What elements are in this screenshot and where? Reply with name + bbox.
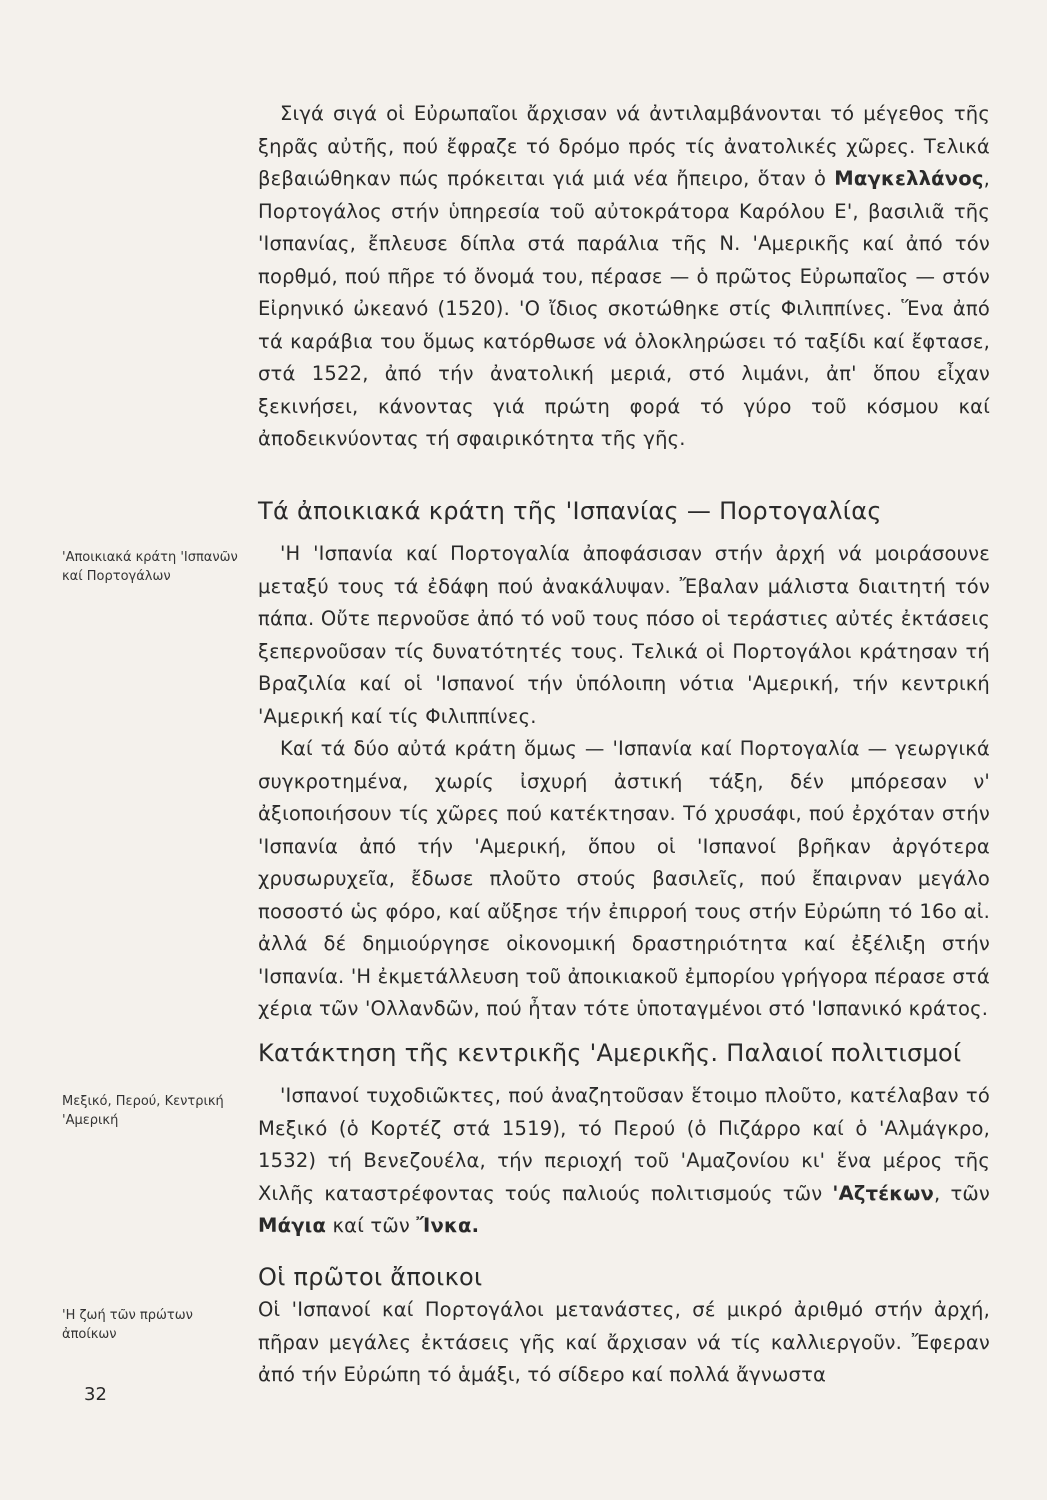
section2-text-c: καί τῶν — [326, 1214, 417, 1237]
section-heading-colonial-states: Τά ἀποικιακά κράτη τῆς 'Ισπανίας — Πορτογαλίας — [258, 497, 882, 525]
section-heading-central-america: Κατάκτηση τῆς κεντρικῆς 'Αμερικῆς. Παλαιοί πολιτισμοί — [258, 1039, 962, 1067]
intro-text-1: Σιγά σιγά οἱ Εὐρωπαῖοι ἄρχισαν νά ἀντιλαμβάνονται τό μέγεθος τῆς ξηρᾶς αὐτῆς, πού ἔφραζε τό δρόμο πρός τίς ἀνατολικές χῶρες. Τελικά βεβαιώθηκαν πώς πρόκειται γιά μιά νέα ἤπειρο, ὅταν ὁ — [258, 102, 990, 190]
section1-paragraph-2: Καί τά δύο αὐτά κράτη ὅμως — 'Ισπανία καί Πορτογαλία — γεωργικά συγκροτημένα, χωρίς ἰσχυρή ἀστική τάξη, δέν μπόρεσαν ν' ἀξιοποιήσουν τίς χῶρες πού κατέκτησαν. Τό χρυσάφι, πού ἐρχόταν στήν 'Ισπανία ἀπό τήν 'Αμερική, ὅπου οἱ 'Ισπανοί βρῆκαν ἀργότερα χρυσωρυχεῖα, ἔδωσε πλοῦτο στούς βασιλεῖς, πού ἔπαιρναν μεγάλο ποσοστό ὡς φόρο, καί αὔξησε τήν ἐπιρροή τους στήν Εὐρώπη τό 16ο αἰ. ἀλλά δέ δημιούργησε οἰκονομική δραστηριότητα καί ἐξέλιξη στήν 'Ισπανία. 'Η ἐκμετάλλευση τοῦ ἀποικιακοῦ ἐμπορίου γρήγορα πέρασε στά χέρια τῶν 'Ολλανδῶν, πού ἦταν τότε ὑποταγμένοι στό 'Ισπανικό κράτος. — [258, 737, 990, 1020]
aztecs-bold: 'Αζτέκων — [832, 1181, 934, 1205]
margin-note-central-america: Μεξικό, Περού, Κεντρική 'Αμερική — [62, 1094, 224, 1128]
section1-paragraph-1: 'Η 'Ισπανία καί Πορτογαλία ἀποφάσισαν στήν ἀρχή νά μοιράσουνε μεταξύ τους τά ἐδάφη πού ἀνακάλυψαν. Ἔβαλαν μάλιστα διαιτητή τόν πάπα. Οὔτε περνοῦσε ἀπό τό νοῦ τους πόσο οἱ τεράστιες αὐτές ἐκτάσεις ξεπερνοῦσαν τίς δυνατότητές τους. Τελικά οἱ Πορτογάλοι κράτησαν τή Βραζιλία καί οἱ 'Ισπανοί τήν ὑπόλοιπη νότια 'Αμερική, τήν κεντρική 'Αμερική καί τίς Φιλιππίνες. — [258, 542, 990, 728]
section2-text-a: 'Ισπανοί τυχοδιῶκτες, πού ἀναζητοῦσαν ἕτοιμο πλοῦτο, κατέλαβαν τό Μεξικό (ὁ Κορτέζ στά 1519), τό Περού (ὁ Πιζάρρο καί ὁ 'Αλμάγκρο, 1532) τή Βενεζουέλα, τήν περιοχή τοῦ 'Αμαζονίου κι' ἕνα μέρος τῆς Χιλῆς καταστρέφοντας τούς παλιούς πολιτισμούς τῶν — [258, 1084, 990, 1205]
intro-paragraph — [258, 98, 990, 456]
margin-note-colonial-states: 'Αποικιακά κράτη 'Ισπανῶν καί Πορτογάλων — [62, 550, 238, 584]
section2-text-b: , τῶν — [934, 1181, 991, 1205]
section3-body — [258, 1294, 990, 1392]
magellan-bold: Μαγκελλάνος — [834, 167, 984, 190]
page-number: 32 — [84, 1384, 107, 1405]
section2-paragraph — [258, 1080, 990, 1243]
margin-note-first-settlers: 'Η ζωή τῶν πρώτων ἀποίκων — [62, 1308, 193, 1342]
section1-body — [258, 538, 990, 1026]
maya-bold: Μάγια — [258, 1214, 327, 1237]
section2-body — [258, 1080, 990, 1243]
section-heading-first-settlers: Οἱ πρῶτοι ἄποικοι — [258, 1263, 483, 1291]
intro-text-2: , Πορτογάλος στήν ὑπηρεσία τοῦ αὐτοκράτορα Καρόλου Ε', βασιλιᾶ τῆς 'Ισπανίας, ἔπλευσε δίπλα στά παράλια τῆς Ν. 'Αμερικῆς καί ἀπό τόν πορθμό, πού πῆρε τό ὄνομά του, πέρασε — ὁ πρῶτος Εὐρωπαῖος — στόν Εἰρηνικό ὠκεανό (1520). 'Ο ἴδιος σκοτώθηκε στίς Φιλιππίνες. Ἕνα ἀπό τά καράβια του ὅμως κατόρθωσε νά ὁλοκληρώσει τό ταξίδι καί ἔφτασε, στά 1522, ἀπό τήν ἀνατολική μεριά, στό λιμάνι, ἀπ' ὅπου εἶχαν ξεκινήσει, κάνοντας γιά πρώτη φορά τό γύρο τοῦ κόσμου καί ἀποδεικνύοντας τή σφαιρικότητα τῆς γῆς. — [258, 167, 990, 450]
section3-paragraph: Οἱ 'Ισπανοί καί Πορτογάλοι μετανάστες, σέ μικρό ἀριθμό στήν ἀρχή, πῆραν μεγάλες ἐκτάσεις γῆς καί ἄρχισαν νά τίς καλλιεργοῦν. Ἔφεραν ἀπό τήν Εὐρώπη τό ἁμάξι, τό σίδερο καί πολλά ἄγνωστα — [258, 1298, 990, 1386]
inca-bold: Ἴνκα. — [416, 1214, 480, 1237]
intro-block — [258, 98, 990, 456]
